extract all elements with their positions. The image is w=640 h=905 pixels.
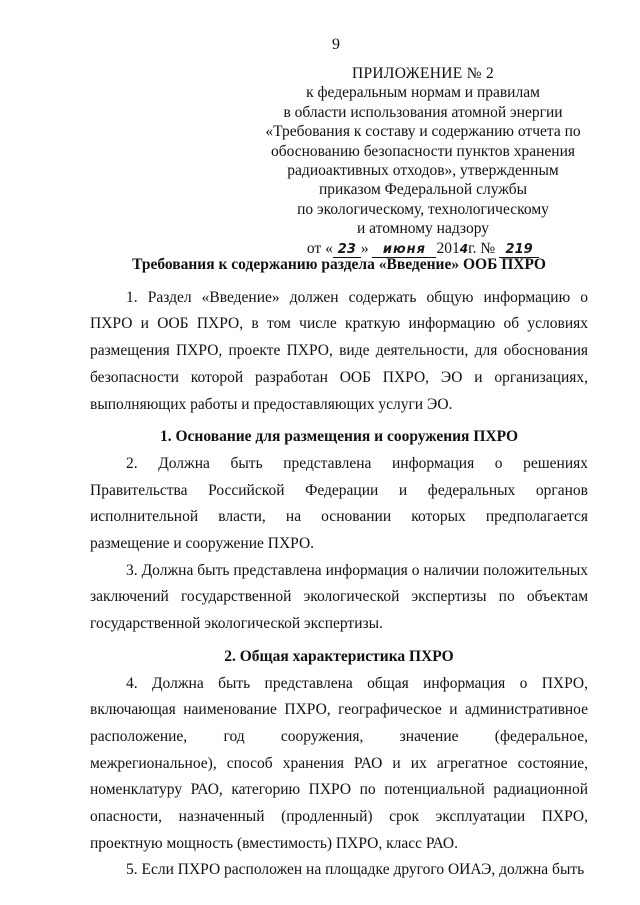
order-number-label: г. № bbox=[468, 239, 496, 257]
paragraph-2: 2. Должна быть представлена информация о решениях Правительства Российской Федерации и федеральных органов исполнительной власти, на основании которых предполагается размещение и сооружение ПХРО. bbox=[90, 454, 588, 553]
handwritten-year-digit: 4 bbox=[459, 241, 469, 256]
section-heading-basis: 1. Основание для размещения и сооружения ПХРО bbox=[159, 428, 519, 446]
paragraph-1: 1. Раздел «Введение» должен содержать общую информацию о ПХРО и ООБ ПХРО, в том числе краткую информацию об условиях размещения ПХРО, проекте ПХРО, виде деятельности, для обоснования безопасности которой разработан ООБ ПХРО, ЭО и организациях, выполняющих работы и предоставляющих услуги ЭО. bbox=[90, 288, 588, 413]
appendix-line: приказом Федеральной службы bbox=[318, 181, 528, 199]
appendix-line: и атомному надзору bbox=[357, 220, 489, 238]
appendix-line: радиоактивных отходов», утвержденным bbox=[287, 162, 559, 180]
appendix-header bbox=[258, 64, 588, 259]
appendix-title: ПРИЛОЖЕНИЕ № 2 bbox=[351, 65, 495, 82]
date-prefix: от « bbox=[306, 239, 333, 257]
date-mid: » bbox=[360, 239, 369, 257]
section-heading-general: 2. Общая характеристика ПХРО bbox=[224, 647, 454, 665]
paragraph-4: 4. Должна быть представлена общая информация о ПХРО, включающая наименование ПХРО, географическое и административное расположение, год сооружения, значение (федеральное, межрегиональное), способ хранения РАО и их агрегатное состояние, номенклатуру РАО, категорию ПХРО по потенциальной радиационной опасности, назначенный (продленный) срок эксплуатации ПХРО, проектную мощность (вместимость) ПХРО, класс РАО. bbox=[90, 674, 588, 852]
paragraph-3: 3. Должна быть представлена информация о наличии положительных заключений государственной экологической экспертизы по объектам государственной экологической экспертизы. bbox=[90, 561, 588, 633]
appendix-line: в области использования атомной энергии bbox=[283, 103, 563, 121]
year-prefix: 201 bbox=[436, 239, 460, 257]
appendix-line: «Требования к составу и содержанию отчета по bbox=[265, 123, 581, 141]
handwritten-month: июня bbox=[372, 242, 436, 258]
document-body bbox=[90, 252, 588, 884]
page-number: 9 bbox=[332, 36, 340, 53]
appendix-line: по экологическому, технологическому bbox=[297, 200, 549, 218]
appendix-line: к федеральным нормам и правилам bbox=[306, 84, 540, 102]
handwritten-day: 23 bbox=[333, 242, 361, 258]
section-heading-introduction: Требования к содержанию раздела «Введение» ООБ ПХРО bbox=[132, 256, 546, 273]
handwritten-order-number: 219 bbox=[499, 242, 539, 258]
appendix-line: обоснованию безопасности пунктов хранения bbox=[270, 142, 576, 160]
paragraph-5: 5. Если ПХРО расположен на площадке другого ОИАЭ, должна быть bbox=[126, 861, 585, 879]
